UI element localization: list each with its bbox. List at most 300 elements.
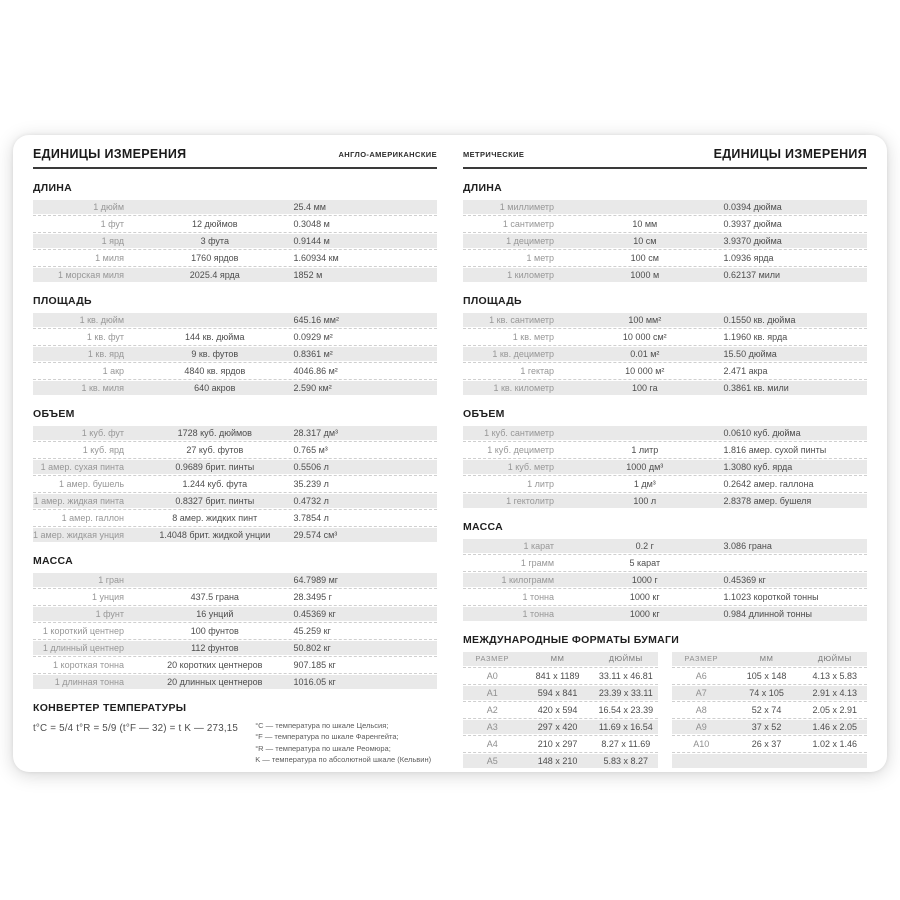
table-cell: 1 кв. миля — [81, 383, 125, 393]
table-row — [463, 268, 867, 282]
row-separator — [33, 605, 437, 606]
row-separator — [463, 588, 867, 589]
table-cell: 0.01 м² — [630, 349, 660, 359]
table-cell: 1 куб. ярд — [82, 445, 125, 455]
table-cell: 0.9689 брит. пинты — [175, 462, 255, 472]
table-cell: 1 кв. километр — [493, 383, 555, 393]
table-cell — [803, 754, 867, 768]
table-cell: 16.54 x 23.39 — [598, 705, 654, 715]
table-cell: 29.574 см³ — [293, 530, 338, 540]
table-cell: 16 унций — [196, 609, 234, 619]
table-row — [672, 669, 867, 683]
paper-col-header: ММ — [759, 654, 774, 663]
row-separator — [33, 622, 437, 623]
section-heading: ПЛОЩАДЬ — [33, 295, 92, 307]
table-cell: 1 кв. метр — [512, 332, 555, 342]
table-cell: 640 акров — [194, 383, 236, 393]
table-row — [33, 528, 437, 542]
units-table — [33, 200, 437, 282]
table-cell — [672, 754, 731, 768]
table-row — [463, 494, 867, 508]
paper-col-header: РАЗМЕР — [684, 654, 719, 663]
table-row — [463, 720, 658, 734]
table-row — [33, 426, 437, 440]
table-cell: 1 кв. фут — [86, 332, 125, 342]
table-cell: 11.69 x 16.54 — [598, 722, 653, 732]
table-row — [463, 669, 658, 683]
table-cell: 1852 м — [293, 270, 323, 280]
table-cell: 105 x 148 — [746, 671, 787, 681]
units-table — [33, 313, 437, 395]
table-row — [672, 737, 867, 751]
table-cell: 10 мм — [632, 219, 658, 229]
table-cell: 2.590 км² — [293, 383, 332, 393]
table-cell: 1 амер. жидкая пинта — [33, 496, 125, 506]
table-cell: 0.0610 куб. дюйма — [723, 428, 801, 438]
table-cell: 1 грамм — [520, 558, 555, 568]
section-heading: МЕЖДУНАРОДНЫЕ ФОРМАТЫ БУМАГИ — [463, 634, 680, 646]
paper-table-header — [672, 652, 867, 666]
table-cell: 100 га — [631, 383, 658, 393]
row-separator — [33, 588, 437, 589]
table-cell: 0.1550 кв. дюйма — [723, 315, 796, 325]
table-row — [463, 477, 867, 491]
row-separator — [463, 667, 658, 668]
row-separator — [672, 735, 867, 736]
table-cell: 1 длинный центнер — [42, 643, 125, 653]
table-cell: 1 куб. дециметр — [487, 445, 555, 455]
table-cell: 33.11 x 46.81 — [598, 671, 653, 681]
table-cell: 10 000 см² — [622, 332, 667, 342]
row-separator — [33, 441, 437, 442]
row-separator — [33, 232, 437, 233]
units-table — [463, 426, 867, 508]
table-cell: A6 — [695, 671, 707, 681]
row-separator — [33, 492, 437, 493]
table-cell: 0.5506 л — [293, 462, 329, 472]
table-cell: 1 куб. метр — [507, 462, 555, 472]
table-cell: 23.39 x 33.11 — [598, 688, 653, 698]
table-row — [33, 364, 437, 378]
table-row — [463, 443, 867, 457]
table-cell: 2.471 акра — [723, 366, 768, 376]
row-separator — [463, 735, 658, 736]
table-cell: A10 — [693, 739, 710, 749]
page-title: ЕДИНИЦЫ ИЗМЕРЕНИЯ — [33, 147, 187, 161]
table-cell: 15.50 дюйма — [723, 349, 777, 359]
table-row — [33, 607, 437, 621]
table-row — [33, 217, 437, 231]
row-separator — [33, 526, 437, 527]
table-cell: 1 карат — [523, 541, 555, 551]
row-separator — [463, 441, 867, 442]
table-cell: 0.62137 мили — [723, 270, 781, 280]
table-cell — [138, 313, 292, 327]
table-row — [463, 737, 658, 751]
table-cell: 45.259 кг — [293, 626, 331, 636]
row-separator — [463, 328, 867, 329]
units-table — [463, 539, 867, 621]
paper-formats — [463, 634, 867, 768]
table-cell: 28.317 дм³ — [293, 428, 339, 438]
page-metric — [450, 147, 867, 764]
table-cell: 0.0394 дюйма — [723, 202, 782, 212]
table-cell: 1 миллиметр — [499, 202, 555, 212]
row-separator — [463, 458, 867, 459]
table-cell: 112 фунтов — [191, 643, 239, 653]
table-cell: 1 гектолитр — [506, 496, 555, 506]
table-row — [463, 573, 867, 587]
table-cell: 1.3080 куб. ярда — [723, 462, 793, 472]
table-cell: 1.46 x 2.05 — [812, 722, 858, 732]
row-separator — [33, 215, 437, 216]
table-cell: 0.8327 брит. пинты — [175, 496, 255, 506]
paper-col-header: ДЮЙМЫ — [608, 654, 643, 663]
table-cell: 3 фута — [200, 236, 229, 246]
row-separator — [463, 571, 867, 572]
table-cell: 5.83 x 8.27 — [603, 756, 649, 766]
table-row — [33, 494, 437, 508]
table-cell: A9 — [695, 722, 707, 732]
table-cell: 4046.86 м² — [293, 366, 338, 376]
table-cell: 100 мм² — [628, 315, 662, 325]
table-cell: A0 — [486, 671, 498, 681]
table-cell: A3 — [486, 722, 498, 732]
page-anglo-american — [33, 147, 450, 764]
table-cell: 20 длинных центнеров — [167, 677, 263, 687]
paper-table-header — [463, 652, 658, 666]
table-row — [33, 573, 437, 587]
table-cell: 437.5 грана — [190, 592, 239, 602]
table-row — [33, 251, 437, 265]
table-cell: 297 x 420 — [537, 722, 578, 732]
table-cell: 1 метр — [526, 253, 555, 263]
table-cell: A1 — [486, 688, 498, 698]
table-cell: 1 унция — [91, 592, 125, 602]
table-cell: 52 x 74 — [751, 705, 782, 715]
table-cell: 1.244 куб. фута — [182, 479, 248, 489]
table-cell: 4.13 x 5.83 — [812, 671, 858, 681]
section-area — [33, 295, 437, 395]
table-cell: 1 амер. бушель — [58, 479, 125, 489]
row-separator — [463, 232, 867, 233]
units-system-label: АНГЛО-АМЕРИКАНСКИЕ — [338, 150, 437, 159]
table-cell: 1.4048 брит. жидкой унции — [159, 530, 271, 540]
table-row — [463, 217, 867, 231]
section-heading: ДЛИНА — [463, 182, 503, 194]
table-row — [463, 460, 867, 474]
table-cell: 1 гектар — [520, 366, 555, 376]
table-cell: 1 кв. дециметр — [492, 349, 555, 359]
row-separator — [463, 718, 658, 719]
table-row — [463, 251, 867, 265]
table-cell: 1 ярд — [101, 236, 125, 246]
table-row — [463, 703, 658, 717]
section-heading: КОНВЕРТЕР ТЕМПЕРАТУРЫ — [33, 702, 187, 714]
table-cell: 594 x 841 — [537, 688, 578, 698]
table-cell: 25.4 мм — [293, 202, 326, 212]
table-cell: 148 x 210 — [537, 756, 578, 766]
table-cell: 907.185 кг — [293, 660, 336, 670]
table-cell: 1.0936 ярда — [723, 253, 774, 263]
table-row — [463, 426, 867, 440]
table-cell: 841 x 1189 — [535, 671, 580, 681]
row-separator — [463, 345, 867, 346]
row-separator — [33, 639, 437, 640]
table-cell: 210 x 297 — [537, 739, 578, 749]
table-cell — [731, 754, 803, 768]
row-separator — [463, 379, 867, 380]
table-cell: 20 коротких центнеров — [167, 660, 263, 670]
table-row — [463, 556, 867, 570]
table-cell: 1 тонна — [522, 609, 555, 619]
table-cell: 1 дециметр — [506, 236, 555, 246]
table-cell: 1 куб. сантиметр — [484, 428, 555, 438]
row-separator — [463, 554, 867, 555]
table-cell: 12 дюймов — [192, 219, 238, 229]
table-row — [33, 477, 437, 491]
table-cell: 35.239 л — [293, 479, 329, 489]
temperature-notes — [255, 720, 437, 765]
table-cell: A4 — [486, 739, 498, 749]
temperature-note: K — температура по абсолютной шкале (Кельвин) — [255, 754, 432, 764]
table-row — [463, 590, 867, 604]
table-cell: 5 карат — [629, 558, 661, 568]
row-separator — [33, 266, 437, 267]
row-separator — [463, 701, 658, 702]
table-cell: 0.3937 дюйма — [723, 219, 782, 229]
table-cell: 1000 кг — [629, 609, 660, 619]
table-cell: A5 — [486, 756, 498, 766]
section-mass — [463, 521, 867, 621]
table-cell: 26 x 37 — [751, 739, 782, 749]
row-separator — [463, 266, 867, 267]
table-cell: 100 см — [630, 253, 659, 263]
row-separator — [463, 684, 658, 685]
table-row — [33, 641, 437, 655]
table-row — [463, 313, 867, 327]
section-mass — [33, 555, 437, 689]
section-heading: ОБЪЕМ — [33, 408, 75, 420]
table-cell: 28.3495 г — [293, 592, 332, 602]
row-separator — [463, 492, 867, 493]
table-cell: 1 амер. сухая пинта — [40, 462, 125, 472]
table-cell: 1 куб. фут — [81, 428, 125, 438]
table-cell — [568, 426, 722, 440]
table-cell — [138, 573, 292, 587]
row-separator — [33, 328, 437, 329]
row-separator — [463, 249, 867, 250]
paper-col-header: ММ — [550, 654, 565, 663]
temperature-note: °C — температура по шкале Цельсия; — [255, 721, 389, 730]
paper-table-a6-a10 — [672, 652, 867, 768]
table-cell: 645.16 мм² — [293, 315, 339, 325]
section-heading: МАССА — [33, 555, 74, 567]
table-cell: 0.4732 л — [293, 496, 329, 506]
table-cell: 8.27 x 11.69 — [601, 739, 651, 749]
row-separator — [33, 458, 437, 459]
table-cell: 1 тонна — [522, 592, 555, 602]
row-separator — [33, 673, 437, 674]
table-cell: 1.1960 кв. ярда — [723, 332, 788, 342]
table-row — [33, 381, 437, 395]
table-cell: 0.984 длинной тонны — [723, 609, 813, 619]
temperature-converter — [33, 702, 437, 765]
table-cell: 10 см — [633, 236, 657, 246]
table-cell: 1 гран — [98, 575, 125, 585]
page-header — [463, 147, 867, 169]
table-row — [463, 347, 867, 361]
table-cell: 1 литр — [631, 445, 659, 455]
table-cell: 1 литр — [527, 479, 555, 489]
section-length — [33, 182, 437, 282]
table-cell: 64.7989 мг — [293, 575, 339, 585]
table-cell: A8 — [695, 705, 707, 715]
table-cell: 1 морская миля — [57, 270, 125, 280]
table-cell — [138, 200, 292, 214]
table-cell: 1016.05 кг — [293, 677, 336, 687]
table-row — [672, 703, 867, 717]
table-row — [33, 511, 437, 525]
table-cell: 0.765 м³ — [293, 445, 328, 455]
row-separator — [33, 379, 437, 380]
table-cell: 2.91 x 4.13 — [812, 688, 858, 698]
table-cell: 1000 м — [630, 270, 660, 280]
table-cell: 37 x 52 — [751, 722, 782, 732]
table-cell: 1 амер. галлон — [61, 513, 125, 523]
row-separator — [463, 605, 867, 606]
section-volume — [463, 408, 867, 508]
table-cell: 8 амер. жидких пинт — [172, 513, 258, 523]
table-row — [672, 686, 867, 700]
table-row — [33, 313, 437, 327]
temperature-note: °R — температура по шкале Реомюра; — [255, 743, 391, 753]
table-cell: 2.8378 амер. бушеля — [723, 496, 812, 506]
table-row — [463, 381, 867, 395]
section-heading: ДЛИНА — [33, 182, 73, 194]
table-row — [33, 624, 437, 638]
table-cell: 1728 куб. дюймов — [177, 428, 252, 438]
table-cell: 0.2 г — [635, 541, 654, 551]
table-cell — [722, 556, 867, 570]
table-cell: A7 — [695, 688, 707, 698]
section-heading: ОБЪЕМ — [463, 408, 505, 420]
table-cell: 1 километр — [507, 270, 555, 280]
row-separator — [672, 752, 867, 753]
table-cell: 10 000 м² — [625, 366, 665, 376]
row-separator — [33, 362, 437, 363]
table-row — [463, 364, 867, 378]
units-table — [463, 313, 867, 395]
table-cell: 1 кв. сантиметр — [489, 315, 555, 325]
table-cell: 420 x 594 — [537, 705, 578, 715]
row-separator — [33, 249, 437, 250]
table-cell: 1 длинная тонна — [54, 677, 125, 687]
table-cell: 1 короткая тонна — [53, 660, 125, 670]
table-cell: 1 миля — [95, 253, 125, 263]
table-cell: 1.1023 короткой тонны — [723, 592, 819, 602]
table-cell: 1 акр — [102, 366, 125, 376]
table-cell: 0.45369 кг — [723, 575, 766, 585]
table-row — [33, 268, 437, 282]
row-separator — [672, 718, 867, 719]
table-cell: 1 амер. жидкая унция — [33, 530, 125, 540]
table-cell: 3.086 грана — [723, 541, 772, 551]
row-separator — [672, 684, 867, 685]
table-cell: 1.60934 км — [293, 253, 339, 263]
table-cell: 1 фут — [100, 219, 125, 229]
units-system-label: МЕТРИЧЕСКИЕ — [463, 150, 525, 159]
table-row — [33, 443, 437, 457]
table-cell: 74 x 105 — [749, 688, 784, 698]
table-cell: 1 короткий центнер — [42, 626, 125, 636]
table-cell: 144 кв. дюйма — [185, 332, 245, 342]
temperature-formula: t°C = 5/4 t°R = 5/9 (t°F — 32) = t K — 273,15 — [33, 723, 239, 734]
row-separator — [33, 656, 437, 657]
table-row — [33, 460, 437, 474]
table-cell: 1000 дм³ — [626, 462, 664, 472]
table-row — [33, 658, 437, 672]
table-cell: 1 дюйм — [93, 202, 125, 212]
units-table — [33, 573, 437, 689]
table-cell: 3.9370 дюйма — [723, 236, 782, 246]
table-cell: 100 л — [633, 496, 657, 506]
table-row — [672, 720, 867, 734]
paper-col-header: ДЮЙМЫ — [817, 654, 852, 663]
row-separator — [672, 667, 867, 668]
paper-table-a0-a5 — [463, 652, 658, 768]
table-cell — [568, 200, 722, 214]
table-cell: 50.802 кг — [293, 643, 331, 653]
row-separator — [33, 509, 437, 510]
table-cell: 1760 ярдов — [191, 253, 239, 263]
table-row — [463, 686, 658, 700]
table-cell: 2025.4 ярда — [189, 270, 240, 280]
page-title: ЕДИНИЦЫ ИЗМЕРЕНИЯ — [713, 147, 867, 161]
table-row — [33, 347, 437, 361]
table-cell: 3.7854 л — [293, 513, 329, 523]
table-cell: 1.02 x 1.46 — [812, 739, 858, 749]
table-cell: 1 килограмм — [501, 575, 555, 585]
section-volume — [33, 408, 437, 542]
table-cell: 9 кв. футов — [191, 349, 239, 359]
table-cell: 100 фунтов — [190, 626, 239, 636]
table-cell: 0.45369 кг — [293, 609, 336, 619]
table-row — [463, 234, 867, 248]
table-cell: A2 — [486, 705, 498, 715]
table-cell: 1.816 амер. сухой пинты — [723, 445, 827, 455]
table-row — [463, 754, 658, 768]
table-cell: 1 дм³ — [633, 479, 656, 489]
table-row — [33, 200, 437, 214]
table-cell: 0.3861 кв. мили — [723, 383, 789, 393]
table-row — [463, 539, 867, 553]
table-row — [33, 234, 437, 248]
table-row — [463, 200, 867, 214]
units-table — [33, 426, 437, 542]
table-row — [33, 675, 437, 689]
table-cell: 1000 кг — [629, 592, 660, 602]
row-separator — [463, 475, 867, 476]
table-cell: 0.3048 м — [293, 219, 330, 229]
section-heading: ПЛОЩАДЬ — [463, 295, 522, 307]
section-length — [463, 182, 867, 282]
table-cell: 0.2642 амер. галлона — [723, 479, 814, 489]
row-separator — [33, 345, 437, 346]
table-row — [463, 607, 867, 621]
table-cell: 27 куб. футов — [186, 445, 244, 455]
table-cell: 1 кв. ярд — [87, 349, 125, 359]
